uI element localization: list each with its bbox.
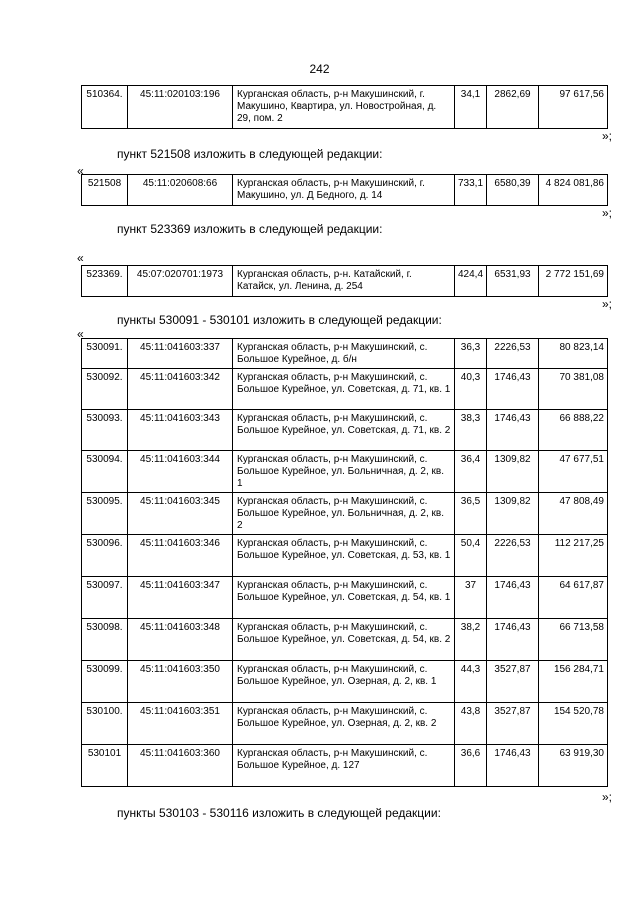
closing-quote: »; bbox=[601, 206, 612, 220]
table-body bbox=[82, 339, 608, 787]
cadastral-number-cell: 45:11:041603:346 bbox=[128, 535, 233, 577]
cadastral-number-cell: 45:11:020103:196 bbox=[128, 86, 233, 129]
address-cell: Курганская область, р-н. Катайский, г. Катайск, ул. Ленина, д. 254 bbox=[233, 266, 455, 297]
total-value-cell: 47 677,51 bbox=[539, 451, 608, 493]
total-value-cell: 112 217,25 bbox=[539, 535, 608, 577]
area-cell: 36,6 bbox=[455, 745, 487, 787]
item-number-cell: 530097. bbox=[82, 577, 128, 619]
table-row bbox=[82, 577, 608, 619]
address-cell: Курганская область, р-н Макушинский, с. Большое Курейное, ул. Больничная, д. 2, кв. 2 bbox=[233, 493, 455, 535]
cadastral-number-cell: 45:11:041603:345 bbox=[128, 493, 233, 535]
table-row bbox=[82, 745, 608, 787]
total-value-cell: 63 919,30 bbox=[539, 745, 608, 787]
table-body bbox=[82, 86, 608, 129]
paragraph-amend: пункты 530103 - 530116 изложить в следующей редакции: bbox=[117, 806, 441, 820]
cadastral-number-cell: 45:11:041603:342 bbox=[128, 369, 233, 410]
closing-quote: »; bbox=[601, 129, 612, 143]
cadastral-number-cell: 45:07:020701:1973 bbox=[128, 266, 233, 297]
cadastral-number-cell: 45:11:041603:350 bbox=[128, 661, 233, 703]
price-per-unit-cell: 1746,43 bbox=[487, 369, 539, 410]
table-row bbox=[82, 661, 608, 703]
property-table bbox=[81, 85, 608, 129]
closing-quote: »; bbox=[601, 297, 612, 311]
area-cell: 38,2 bbox=[455, 619, 487, 661]
total-value-cell: 154 520,78 bbox=[539, 703, 608, 745]
total-value-cell: 47 808,49 bbox=[539, 493, 608, 535]
table-row bbox=[82, 703, 608, 745]
area-cell: 733,1 bbox=[455, 175, 487, 206]
item-number-cell: 521508 bbox=[82, 175, 128, 206]
cadastral-number-cell: 45:11:041603:344 bbox=[128, 451, 233, 493]
table-row bbox=[82, 451, 608, 493]
closing-quote: »; bbox=[601, 790, 612, 804]
property-table bbox=[81, 174, 608, 206]
item-number-cell: 530098. bbox=[82, 619, 128, 661]
address-cell: Курганская область, р-н Макушинский, с. Большое Курейное, ул. Советская, д. 54, кв. 1 bbox=[233, 577, 455, 619]
opening-quote: « bbox=[77, 251, 84, 265]
total-value-cell: 66 713,58 bbox=[539, 619, 608, 661]
total-value-cell: 80 823,14 bbox=[539, 339, 608, 369]
item-number-cell: 530091. bbox=[82, 339, 128, 369]
cadastral-number-cell: 45:11:041603:343 bbox=[128, 410, 233, 451]
total-value-cell: 97 617,56 bbox=[539, 86, 608, 129]
table-row bbox=[82, 369, 608, 410]
table-body bbox=[82, 266, 608, 297]
total-value-cell: 2 772 151,69 bbox=[539, 266, 608, 297]
table-row bbox=[82, 266, 608, 297]
table-row bbox=[82, 535, 608, 577]
cadastral-number-cell: 45:11:041603:337 bbox=[128, 339, 233, 369]
address-cell: Курганская область, р-н Макушинский, с. Большое Курейное, ул. Озерная, д. 2, кв. 2 bbox=[233, 703, 455, 745]
price-per-unit-cell: 1309,82 bbox=[487, 493, 539, 535]
address-cell: Курганская область, р-н Макушинский, с. Большое Курейное, д. б/н bbox=[233, 339, 455, 369]
item-number-cell: 530093. bbox=[82, 410, 128, 451]
area-cell: 40,3 bbox=[455, 369, 487, 410]
table-row bbox=[82, 86, 608, 129]
address-cell: Курганская область, р-н Макушинский, с. Большое Курейное, ул. Советская, д. 53, кв. 1 bbox=[233, 535, 455, 577]
area-cell: 36,5 bbox=[455, 493, 487, 535]
paragraph-amend: пункты 530091 - 530101 изложить в следующей редакции: bbox=[117, 313, 442, 327]
item-number-cell: 530096. bbox=[82, 535, 128, 577]
table-row bbox=[82, 339, 608, 369]
price-per-unit-cell: 2226,53 bbox=[487, 339, 539, 369]
total-value-cell: 156 284,71 bbox=[539, 661, 608, 703]
area-cell: 37 bbox=[455, 577, 487, 619]
page-number: 242 bbox=[309, 62, 330, 76]
area-cell: 36,3 bbox=[455, 339, 487, 369]
area-cell: 424,4 bbox=[455, 266, 487, 297]
address-cell: Курганская область, р-н Макушинский, с. Большое Курейное, ул. Больничная, д. 2, кв. 1 bbox=[233, 451, 455, 493]
price-per-unit-cell: 2862,69 bbox=[487, 86, 539, 129]
item-number-cell: 530095. bbox=[82, 493, 128, 535]
address-cell: Курганская область, р-н Макушинский, с. Большое Курейное, д. 127 bbox=[233, 745, 455, 787]
table-row bbox=[82, 493, 608, 535]
opening-quote: « bbox=[77, 164, 84, 178]
total-value-cell: 64 617,87 bbox=[539, 577, 608, 619]
price-per-unit-cell: 1746,43 bbox=[487, 577, 539, 619]
paragraph-amend: пункт 521508 изложить в следующей редакции: bbox=[117, 147, 383, 161]
price-per-unit-cell: 1746,43 bbox=[487, 619, 539, 661]
area-cell: 34,1 bbox=[455, 86, 487, 129]
table-body bbox=[82, 175, 608, 206]
area-cell: 44,3 bbox=[455, 661, 487, 703]
address-cell: Курганская область, р-н Макушинский, с. Большое Курейное, ул. Озерная, д. 2, кв. 1 bbox=[233, 661, 455, 703]
property-table bbox=[81, 338, 608, 787]
item-number-cell: 523369. bbox=[82, 266, 128, 297]
item-number-cell: 510364. bbox=[82, 86, 128, 129]
cadastral-number-cell: 45:11:041603:347 bbox=[128, 577, 233, 619]
total-value-cell: 70 381,08 bbox=[539, 369, 608, 410]
cadastral-number-cell: 45:11:020608:66 bbox=[128, 175, 233, 206]
address-cell: Курганская область, р-н Макушинский, с. Большое Курейное, ул. Советская, д. 71, кв. 1 bbox=[233, 369, 455, 410]
address-cell: Курганская область, р-н Макушинский, г. Макушино, ул. Д Бедного, д. 14 bbox=[233, 175, 455, 206]
total-value-cell: 66 888,22 bbox=[539, 410, 608, 451]
cadastral-number-cell: 45:11:041603:348 bbox=[128, 619, 233, 661]
price-per-unit-cell: 3527,87 bbox=[487, 661, 539, 703]
price-per-unit-cell: 6580,39 bbox=[487, 175, 539, 206]
address-cell: Курганская область, р-н Макушинский, с. Большое Курейное, ул. Советская, д. 71, кв. 2 bbox=[233, 410, 455, 451]
price-per-unit-cell: 6531,93 bbox=[487, 266, 539, 297]
item-number-cell: 530094. bbox=[82, 451, 128, 493]
opening-quote: « bbox=[77, 327, 84, 341]
area-cell: 36,4 bbox=[455, 451, 487, 493]
price-per-unit-cell: 2226,53 bbox=[487, 535, 539, 577]
price-per-unit-cell: 3527,87 bbox=[487, 703, 539, 745]
address-cell: Курганская область, р-н Макушинский, с. Большое Курейное, ул. Советская, д. 54, кв. 2 bbox=[233, 619, 455, 661]
item-number-cell: 530101 bbox=[82, 745, 128, 787]
item-number-cell: 530092. bbox=[82, 369, 128, 410]
table-row bbox=[82, 175, 608, 206]
item-number-cell: 530100. bbox=[82, 703, 128, 745]
table-row bbox=[82, 410, 608, 451]
address-cell: Курганская область, р-н Макушинский, г. Макушино, Квартира, ул. Новостройная, д. 29, пом. 2 bbox=[233, 86, 455, 129]
price-per-unit-cell: 1309,82 bbox=[487, 451, 539, 493]
table-row bbox=[82, 619, 608, 661]
paragraph-amend: пункт 523369 изложить в следующей редакции: bbox=[117, 222, 383, 236]
price-per-unit-cell: 1746,43 bbox=[487, 410, 539, 451]
area-cell: 50,4 bbox=[455, 535, 487, 577]
price-per-unit-cell: 1746,43 bbox=[487, 745, 539, 787]
property-table bbox=[81, 265, 608, 297]
total-value-cell: 4 824 081,86 bbox=[539, 175, 608, 206]
area-cell: 43,8 bbox=[455, 703, 487, 745]
cadastral-number-cell: 45:11:041603:360 bbox=[128, 745, 233, 787]
item-number-cell: 530099. bbox=[82, 661, 128, 703]
cadastral-number-cell: 45:11:041603:351 bbox=[128, 703, 233, 745]
area-cell: 38,3 bbox=[455, 410, 487, 451]
